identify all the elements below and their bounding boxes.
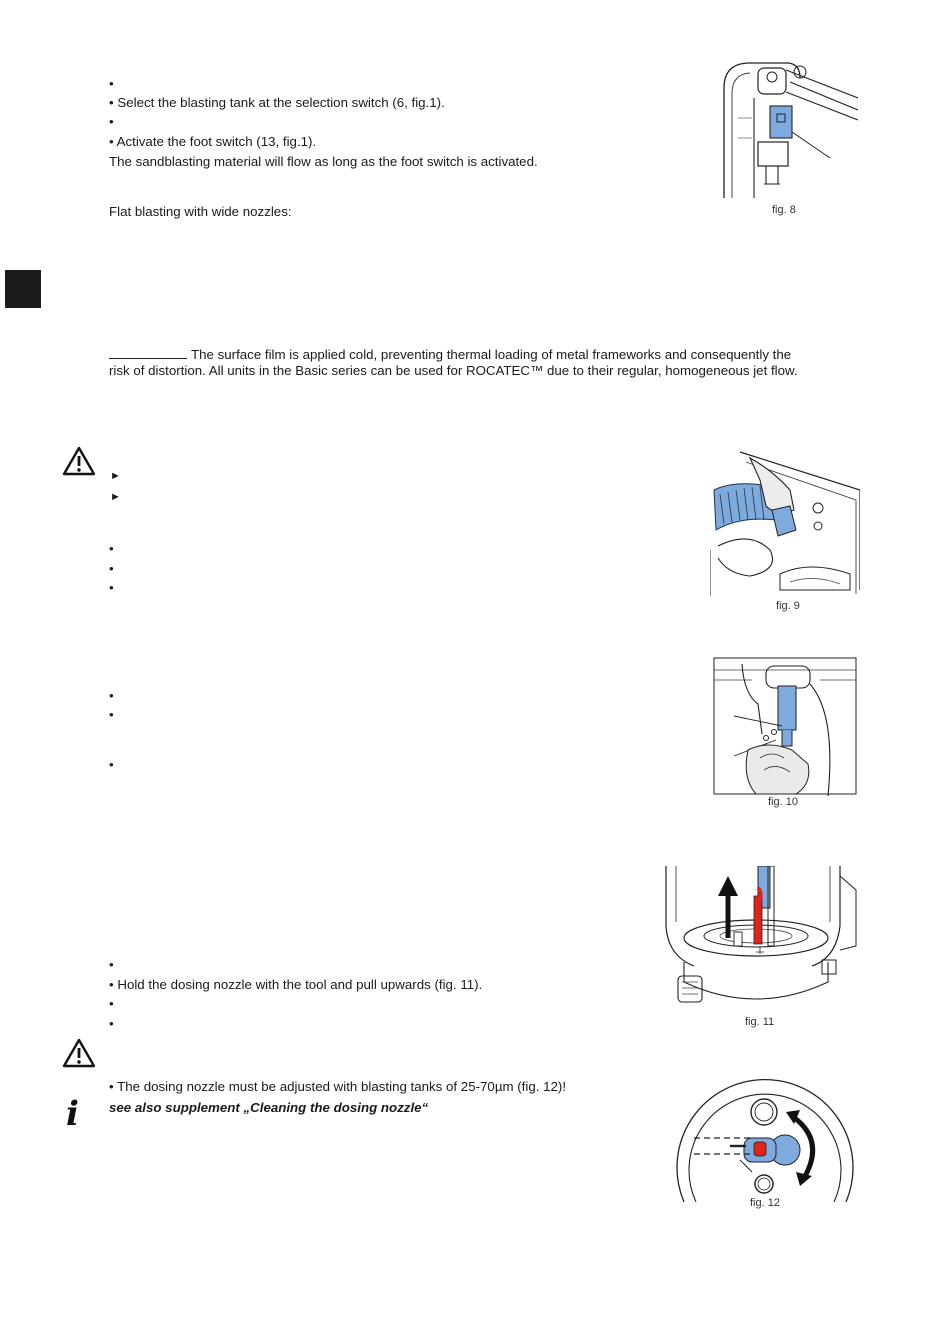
section-tab-marker — [5, 270, 41, 308]
supplement-reference: see also supplement „Cleaning the dosing nozzle“ — [109, 1100, 429, 1115]
warning-icon — [62, 1038, 96, 1068]
section3-bullet-2: • — [109, 707, 114, 722]
rocatec-line-2: risk of distortion. All units in the Basic series can be used for ROCATEC™ due to their regular, homogeneous jet flow. — [109, 363, 798, 378]
step-activate-foot-switch: • Activate the foot switch (13, fig.1). — [109, 134, 317, 149]
section2-bullet-1: • — [109, 541, 114, 556]
fig8-illustration — [718, 58, 858, 200]
rocatec-line-1: The surface film is applied cold, preventing thermal loading of metal frameworks and consequently the — [109, 346, 791, 363]
rocatec-underline — [109, 346, 187, 359]
dosing-nozzle-note: • The dosing nozzle must be adjusted with blasting tanks of 25-70µm (fig. 12)! — [109, 1079, 567, 1094]
step-material-flow-note: The sandblasting material will flow as long as the foot switch is activated. — [109, 154, 538, 169]
section2-bullet-2: • — [109, 561, 114, 576]
fig8-caption: fig. 8 — [772, 204, 796, 216]
fig12-caption: fig. 12 — [750, 1197, 780, 1209]
section4-bullet-1: • — [109, 957, 114, 972]
section3-bullet-1: • — [109, 688, 114, 703]
fig12-illustration — [672, 1060, 858, 1202]
section4-bullet-4: • — [109, 1016, 114, 1031]
step-select-tank: • Select the blasting tank at the selection switch (6, fig.1). — [109, 95, 445, 110]
step-bullet-1: • — [109, 76, 114, 91]
fig10-illustration — [712, 654, 858, 796]
step-bullet-3: • — [109, 114, 114, 129]
info-icon: i — [66, 1094, 79, 1134]
section4-pull-nozzle: • Hold the dosing nozzle with the tool and pull upwards (fig. 11). — [109, 977, 483, 992]
fig9-illustration — [710, 450, 860, 600]
fig11-caption: fig. 11 — [745, 1016, 775, 1028]
fig9-caption: fig. 9 — [776, 600, 800, 612]
flat-blasting-heading: Flat blasting with wide nozzles: — [109, 204, 292, 219]
section2-bullet-3: • — [109, 580, 114, 595]
fig11-illustration — [664, 866, 860, 1016]
section4-bullet-3: • — [109, 996, 114, 1011]
section2-arrow-2: ► — [110, 491, 121, 503]
section2-arrow-1: ► — [110, 470, 121, 482]
warning-icon — [62, 446, 96, 476]
fig10-caption: fig. 10 — [768, 796, 798, 808]
section3-bullet-3: • — [109, 757, 114, 772]
